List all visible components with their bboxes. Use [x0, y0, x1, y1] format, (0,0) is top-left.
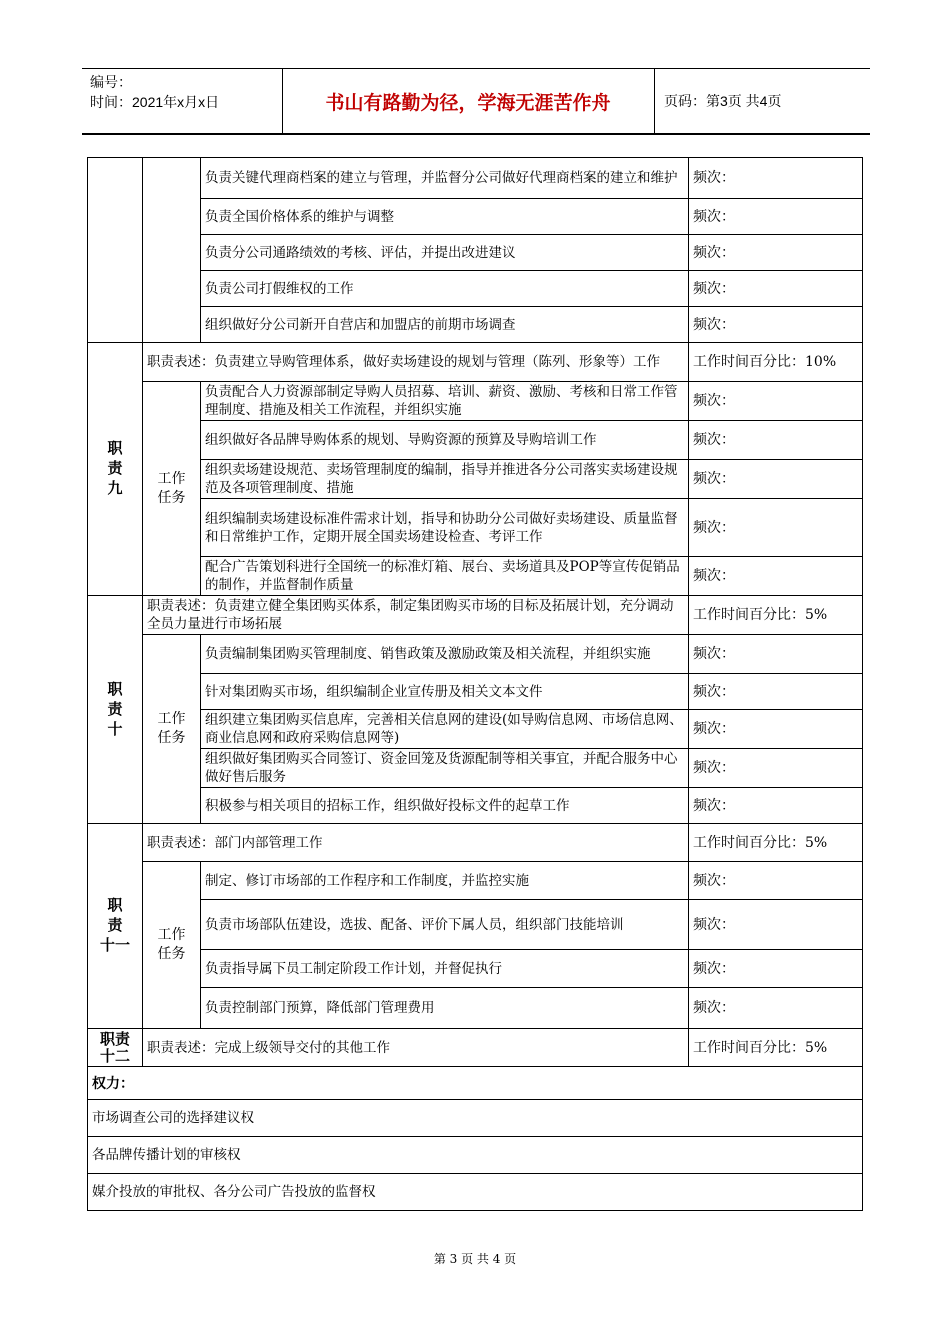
task-text: 组织做好各品牌导购体系的规划、导购资源的预算及导购培训工作 [201, 421, 689, 460]
task-text: 负责指导属下员工制定阶段工作计划，并督促执行 [201, 950, 689, 988]
header-divider [654, 68, 655, 134]
task-text: 负责市场部队伍建设，选拔、配备、评价下属人员，组织部门技能培训 [201, 900, 689, 950]
table-row [88, 307, 863, 343]
table-row [88, 343, 863, 382]
duty-description: 职责表述：负责建立导购管理体系，做好卖场建设的规划与管理（陈列、形象等）工作 [143, 343, 689, 382]
task-text: 负责公司打假维权的工作 [201, 271, 689, 307]
table-row [88, 749, 863, 788]
frequency-label: 频次： [689, 382, 863, 421]
task-text: 积极参与相关项目的招标工作，组织做好投标文件的起草工作 [201, 788, 689, 824]
table-row [88, 460, 863, 499]
table-row [88, 900, 863, 950]
power-heading: 权力： [92, 1074, 134, 1091]
frequency-label: 频次： [689, 421, 863, 460]
power-item: 各品牌传播计划的审核权 [88, 1137, 863, 1174]
table-row [88, 499, 863, 557]
table-row [88, 199, 863, 235]
table-row [88, 596, 863, 635]
frequency-label: 频次： [689, 460, 863, 499]
table-row [88, 988, 863, 1029]
frequency-label: 频次： [689, 749, 863, 788]
task-text: 组织卖场建设规范、卖场管理制度的编制，指导并推进各分公司落实卖场建设规范及各项管理制度、措施 [201, 460, 689, 499]
task-label: 工作 任务 [143, 635, 201, 824]
task-text: 负责控制部门预算，降低部门管理费用 [201, 988, 689, 1029]
time-percentage: 工作时间百分比：5% [689, 596, 863, 635]
power-heading-cell [88, 1067, 863, 1100]
frequency-label: 频次： [689, 710, 863, 749]
frequency-label: 频次： [689, 199, 863, 235]
table-row [88, 674, 863, 710]
table-row [88, 710, 863, 749]
time-percentage: 工作时间百分比：10% [689, 343, 863, 382]
frequency-label: 频次： [689, 674, 863, 710]
time-percentage: 工作时间百分比：5% [689, 824, 863, 862]
duty-title: 职 责 九 [88, 343, 143, 596]
task-text: 组织编制卖场建设标准件需求计划，指导和协助分公司做好卖场建设、质量监督和日常维护工作，定期开展全国卖场建设检查、考评工作 [201, 499, 689, 557]
table-row [88, 271, 863, 307]
frequency-label: 频次： [689, 158, 863, 199]
page-footer: 第 3 页 共 4 页 [433, 1252, 517, 1266]
table-row [88, 235, 863, 271]
table-row [88, 788, 863, 824]
task-text: 组织建立集团购买信息库，完善相关信息网的建设(如导购信息网、市场信息网、商业信息网和政府采购信息网等) [201, 710, 689, 749]
task-text: 组织做好分公司新开自营店和加盟店的前期市场调查 [201, 307, 689, 343]
serial-label: 编号： [90, 74, 132, 90]
frequency-label: 频次： [689, 788, 863, 824]
table-row [88, 950, 863, 988]
header-motto: 书山有路勤为径，学海无涯苦作舟 [325, 92, 611, 114]
time-percentage: 工作时间百分比：5% [689, 1029, 863, 1067]
frequency-label: 频次： [689, 271, 863, 307]
table-row [88, 1100, 863, 1137]
power-item: 媒介投放的审批权、各分公司广告投放的监督权 [88, 1174, 863, 1211]
duty-title: 职 责 十一 [88, 824, 143, 1029]
task-text: 组织做好集团购买合同签订、资金回笼及货源配制等相关事宜，并配合服务中心做好售后服务 [201, 749, 689, 788]
frequency-label: 频次： [689, 307, 863, 343]
page-header [82, 68, 870, 134]
task-label-cell-continued [143, 158, 201, 343]
duty-cell-continued [88, 158, 143, 343]
duty-title: 职 责 十 [88, 596, 143, 824]
task-text: 负责编制集团购买管理制度、销售政策及激励政策及相关流程，并组织实施 [201, 635, 689, 674]
frequency-label: 频次： [689, 900, 863, 950]
table-row [88, 382, 863, 421]
task-text: 负责分公司通路绩效的考核、评估，并提出改进建议 [201, 235, 689, 271]
table-row [88, 1067, 863, 1100]
frequency-label: 频次： [689, 950, 863, 988]
table-row [88, 862, 863, 900]
header-page-number: 页码：第3页 共4页 [664, 93, 782, 109]
date-label: 时间：2021年x月x日 [90, 94, 220, 110]
task-text: 制定、修订市场部的工作程序和工作制度，并监控实施 [201, 862, 689, 900]
duty-title: 职责 十二 [88, 1029, 143, 1067]
table-row [88, 1174, 863, 1211]
task-text: 负责全国价格体系的维护与调整 [201, 199, 689, 235]
table-row [88, 421, 863, 460]
task-label: 工作 任务 [143, 862, 201, 1029]
frequency-label: 频次： [689, 557, 863, 596]
duty-description: 职责表述：负责建立健全集团购买体系，制定集团购买市场的目标及拓展计划，充分调动全员力量进行市场拓展 [143, 596, 689, 635]
task-text: 负责关键代理商档案的建立与管理，并监督分公司做好代理商档案的建立和维护 [201, 158, 689, 199]
duty-description: 职责表述：完成上级领导交付的其他工作 [143, 1029, 689, 1067]
frequency-label: 频次： [689, 235, 863, 271]
duty-description: 职责表述：部门内部管理工作 [143, 824, 689, 862]
table-row [88, 158, 863, 199]
header-meta [90, 72, 219, 112]
power-item: 市场调查公司的选择建议权 [88, 1100, 863, 1137]
task-text: 配合广告策划科进行全国统一的标准灯箱、展台、卖场道具及POP等宣传促销品的制作，并监督制作质量 [201, 557, 689, 596]
task-text: 针对集团购买市场，组织编制企业宣传册及相关文本文件 [201, 674, 689, 710]
frequency-label: 频次： [689, 499, 863, 557]
table-row [88, 824, 863, 862]
duty-table [87, 157, 863, 1211]
table-row [88, 1137, 863, 1174]
frequency-label: 频次： [689, 635, 863, 674]
table-row [88, 557, 863, 596]
table-row [88, 1029, 863, 1067]
task-text: 负责配合人力资源部制定导购人员招募、培训、薪资、激励、考核和日常工作管理制度、措施及相关工作流程，并组织实施 [201, 382, 689, 421]
table-row [88, 635, 863, 674]
task-label: 工作 任务 [143, 382, 201, 596]
frequency-label: 频次： [689, 862, 863, 900]
frequency-label: 频次： [689, 988, 863, 1029]
